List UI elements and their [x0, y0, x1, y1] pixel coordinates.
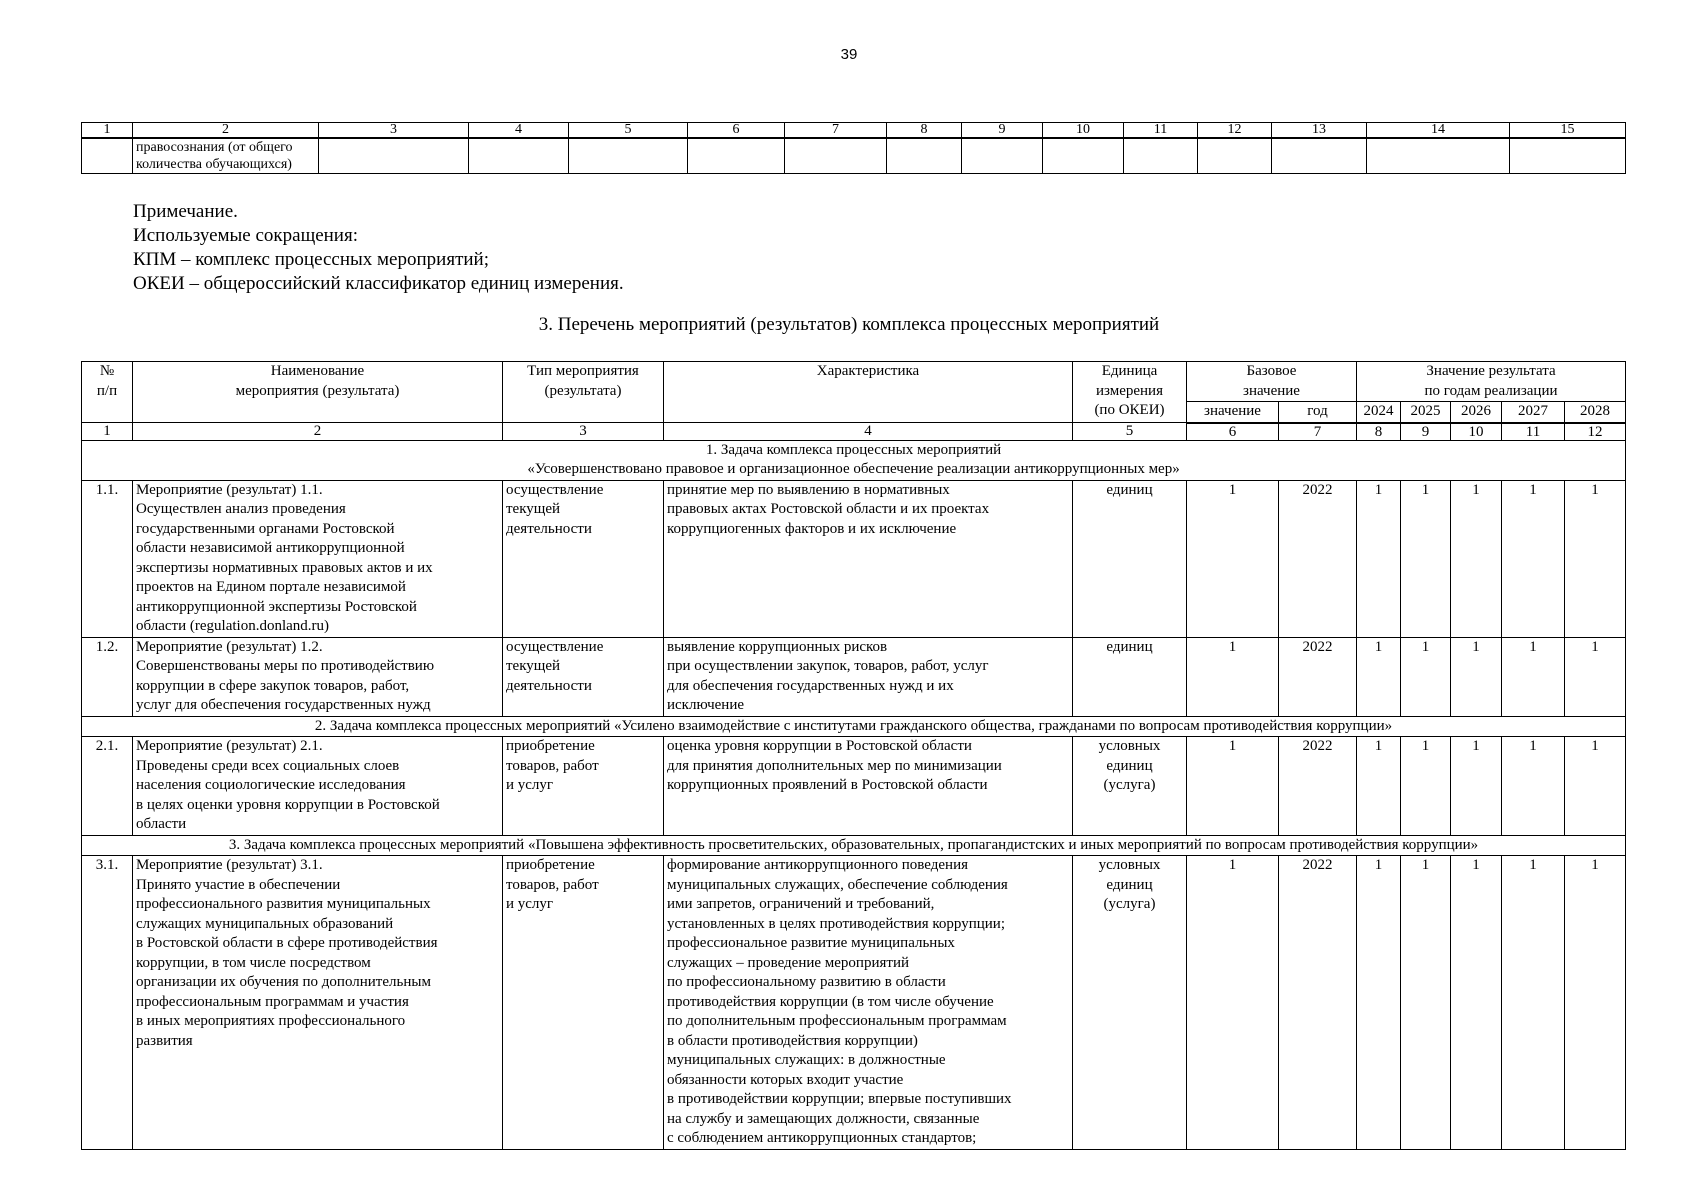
column-number: 6 [688, 123, 785, 139]
row-number: 3.1. [82, 856, 133, 1150]
notes-block [133, 200, 624, 296]
year-value-cell: 1 [1401, 856, 1451, 1150]
table-row [82, 737, 1626, 836]
year-value-cell: 1 [1502, 637, 1565, 716]
task-row [82, 440, 1626, 480]
year-value-cell: 1 [1401, 737, 1451, 836]
row-number: 1.1. [82, 480, 133, 637]
header-name: Наименование мероприятия (результата) [133, 362, 503, 423]
column-number: 7 [785, 123, 887, 139]
task-1-title: 1. Задача комплекса процессных мероприятий «Усовершенствовано правовое и организационное обеспечение реализации антикоррупционных мер» [82, 440, 1626, 480]
measure-type-cell: приобретение товаров, работ и услуг [503, 856, 664, 1150]
column-number: 8 [1357, 423, 1401, 441]
measure-name-cell: Мероприятие (результат) 1.1. Осуществлен анализ проведения государственными органами Ростовской области независимой антикоррупционной экспертизы нормативных правовых актов и их проектов на Едином портале независимой антикоррупционной экспертизы Ростовской области (regulation.donland.ru) [133, 480, 503, 637]
task-row [82, 835, 1626, 856]
measure-name-cell: Мероприятие (результат) 1.2. Совершенствованы меры по противодействию коррупции в сфере закупок товаров, работ, услуг для обеспечения государственных нужд [133, 637, 503, 716]
header-base: Базовое значение [1187, 362, 1357, 402]
column-number: 8 [887, 123, 962, 139]
year-value-cell: 1 [1502, 856, 1565, 1150]
column-number: 4 [469, 123, 569, 139]
base-year-cell: 2022 [1279, 637, 1357, 716]
column-number: 2 [133, 423, 503, 441]
column-number: 11 [1124, 123, 1198, 139]
year-value-cell: 1 [1451, 637, 1502, 716]
base-value-cell: 1 [1187, 480, 1279, 637]
column-number: 12 [1198, 123, 1272, 139]
table-row [82, 856, 1626, 1150]
column-number: 3 [503, 423, 664, 441]
column-number: 11 [1502, 423, 1565, 441]
column-number: 12 [1565, 423, 1626, 441]
year-value-cell: 1 [1565, 480, 1626, 637]
measures-table [81, 361, 1626, 1150]
column-number: 6 [1187, 423, 1279, 441]
column-number: 14 [1367, 123, 1510, 139]
header-unit: Единица измерения (по ОКЕИ) [1073, 362, 1187, 423]
measure-type-cell: приобретение товаров, работ и услуг [503, 737, 664, 836]
column-number: 10 [1043, 123, 1124, 139]
header-result: Значение результата по годам реализации [1357, 362, 1626, 402]
column-number: 10 [1451, 423, 1502, 441]
unit-cell: единиц [1073, 637, 1187, 716]
table-row [82, 480, 1626, 637]
year-value-cell: 1 [1401, 637, 1451, 716]
year-value-cell: 1 [1502, 480, 1565, 637]
top-continuation-table [81, 122, 1626, 174]
column-number: 9 [962, 123, 1043, 139]
column-number: 9 [1401, 423, 1451, 441]
year-value-cell: 1 [1502, 737, 1565, 836]
characteristic-cell: формирование антикоррупционного поведения муниципальных служащих, обеспечение соблюдения ими запретов, ограничений и требований, установленных в целях противодействия коррупции; профессиональное развитие муниципальных служащих – проведение мероприятий по профессиональному развитию в области противодействия коррупции (в том числе обучение по дополнительным профессиональным программам в области противодействия коррупции) муниципальных служащих: в должностные обязанности которых входит участие в противодействии коррупции; впервые поступивших на службу и замещающих должности, связанные с соблюдением антикоррупционных стандартов; [664, 856, 1073, 1150]
measure-name-cell: Мероприятие (результат) 3.1. Принято участие в обеспечении профессионального развития муниципальных служащих муниципальных образований в Ростовской области в сфере противодействия коррупции, в том числе посредством организации их обучения по дополнительным профессиональным программам и участия в иных мероприятиях профессионального развития [133, 856, 503, 1150]
section-title: 3. Перечень мероприятий (результатов) комплекса процессных мероприятий [538, 314, 1160, 335]
column-number: 3 [319, 123, 469, 139]
column-number: 2 [133, 123, 319, 139]
table-row [82, 138, 1626, 174]
year-value-cell: 1 [1357, 737, 1401, 836]
base-value-cell: 1 [1187, 737, 1279, 836]
base-value-cell: 1 [1187, 637, 1279, 716]
column-number: 5 [1073, 423, 1187, 441]
column-number-row [82, 423, 1626, 441]
measure-name-cell: Мероприятие (результат) 2.1. Проведены среди всех социальных слоев населения социологические исследования в целях оценки уровня коррупции в Ростовской области [133, 737, 503, 836]
header-year: 2024 [1357, 402, 1401, 423]
base-year-cell: 2022 [1279, 480, 1357, 637]
column-number: 4 [664, 423, 1073, 441]
year-value-cell: 1 [1451, 737, 1502, 836]
year-value-cell: 1 [1565, 856, 1626, 1150]
header-no: № п/п [82, 362, 133, 423]
year-value-cell: 1 [1451, 480, 1502, 637]
column-number: 7 [1279, 423, 1357, 441]
year-value-cell: 1 [1565, 637, 1626, 716]
column-number: 1 [82, 423, 133, 441]
header-base-value: значение [1187, 402, 1279, 423]
column-number: 15 [1510, 123, 1626, 139]
header-type: Тип мероприятия (результата) [503, 362, 664, 423]
task-3-title: 3. Задача комплекса процессных мероприятий «Повышена эффективность просветительских, образовательных, пропагандистских и иных мероприятий по вопросам противодействия коррупции» [82, 835, 1626, 856]
year-value-cell: 1 [1401, 480, 1451, 637]
header-base-year: год [1279, 402, 1357, 423]
header-year: 2025 [1401, 402, 1451, 423]
column-number-row [82, 123, 1626, 139]
column-number: 5 [569, 123, 688, 139]
task-2-title: 2. Задача комплекса процессных мероприятий «Усилено взаимодействие с институтами гражданского общества, гражданами по вопросам противодействия коррупции» [82, 716, 1626, 737]
header-characteristic: Характеристика [664, 362, 1073, 423]
base-year-cell: 2022 [1279, 856, 1357, 1150]
header-year: 2028 [1565, 402, 1626, 423]
task-row [82, 716, 1626, 737]
unit-cell: единиц [1073, 480, 1187, 637]
page-number: 39 [840, 46, 858, 63]
row-number: 2.1. [82, 737, 133, 836]
year-value-cell: 1 [1357, 480, 1401, 637]
unit-cell: условных единиц (услуга) [1073, 737, 1187, 836]
year-value-cell: 1 [1565, 737, 1626, 836]
year-value-cell: 1 [1357, 856, 1401, 1150]
abbreviation-okei: ОКЕИ – общероссийский классификатор единиц измерения. [133, 273, 624, 294]
column-number: 1 [82, 123, 133, 139]
row-number: 1.2. [82, 637, 133, 716]
unit-cell: условных единиц (услуга) [1073, 856, 1187, 1150]
base-year-cell: 2022 [1279, 737, 1357, 836]
table-row [82, 637, 1626, 716]
notes-title: Примечание. [133, 201, 238, 222]
header-year: 2027 [1502, 402, 1565, 423]
header-row [82, 362, 1626, 402]
measure-type-cell: осуществление текущей деятельности [503, 637, 664, 716]
year-value-cell: 1 [1451, 856, 1502, 1150]
header-year: 2026 [1451, 402, 1502, 423]
characteristic-cell: принятие мер по выявлению в нормативных правовых актах Ростовской области и их проектах коррупциогенных факторов и их исключение [664, 480, 1073, 637]
column-number: 13 [1272, 123, 1367, 139]
characteristic-cell: выявление коррупционных рисков при осуществлении закупок, товаров, работ, услуг для обеспечения государственных нужд и их исключение [664, 637, 1073, 716]
abbreviation-kpm: КПМ – комплекс процессных мероприятий; [133, 249, 489, 270]
characteristic-cell: оценка уровня коррупции в Ростовской области для принятия дополнительных мер по минимизации коррупционных проявлений в Ростовской области [664, 737, 1073, 836]
base-value-cell: 1 [1187, 856, 1279, 1150]
indicator-name-cell: правосознания (от общего количества обучающихся) [133, 138, 319, 174]
measure-type-cell: осуществление текущей деятельности [503, 480, 664, 637]
year-value-cell: 1 [1357, 637, 1401, 716]
abbreviations-heading: Используемые сокращения: [133, 225, 358, 246]
